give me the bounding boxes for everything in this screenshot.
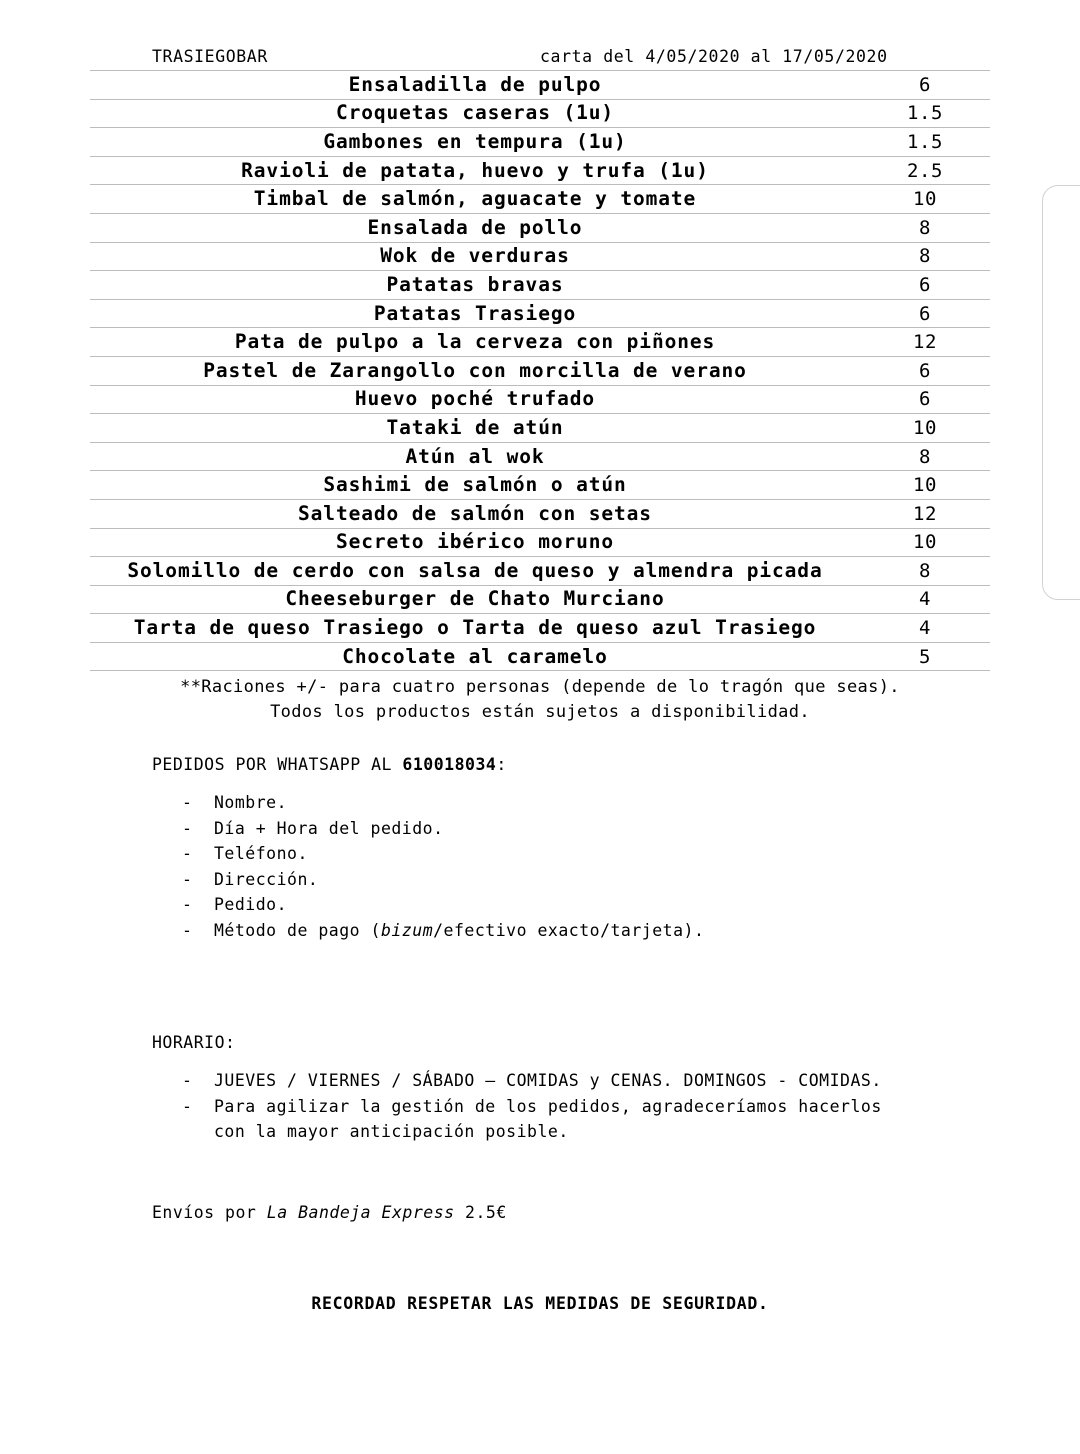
menu-item-name: Ensalada de pollo	[90, 213, 860, 242]
menu-item-name: Solomillo de cerdo con salsa de queso y almendra picada	[90, 557, 860, 586]
menu-row	[90, 442, 990, 471]
menu-item-price: 8	[860, 213, 990, 242]
document-header	[0, 0, 1080, 70]
menu-item-price: 10	[860, 414, 990, 443]
menu-item-name: Sashimi de salmón o atún	[90, 471, 860, 500]
menu-item-name: Huevo poché trufado	[90, 385, 860, 414]
menu-item-name: Secreto ibérico moruno	[90, 528, 860, 557]
menu-row	[90, 299, 990, 328]
menu-row	[90, 99, 990, 128]
list-item-text: Dirección.	[214, 869, 319, 889]
menu-item-price: 6	[860, 71, 990, 100]
menu-item-name: Ensaladilla de pulpo	[90, 71, 860, 100]
whatsapp-phone-number: 610018034	[402, 755, 497, 775]
bullet-dash: -	[182, 793, 193, 813]
menu-item-name: Wok de verduras	[90, 242, 860, 271]
schedule-heading: HORARIO:	[152, 1033, 236, 1053]
orders-heading	[152, 755, 1080, 774]
menu-item-price: 6	[860, 356, 990, 385]
menu-item-price: 8	[860, 242, 990, 271]
list-item-text: Para agilizar la gestión de los pedidos, agradeceríamos hacerlos	[214, 1096, 882, 1116]
orders-section	[152, 755, 1080, 943]
menu-row	[90, 242, 990, 271]
menu-item-price: 10	[860, 471, 990, 500]
menu-row	[90, 356, 990, 385]
orders-list	[152, 790, 1080, 943]
menu-item-price: 10	[860, 185, 990, 214]
shipping-prefix: Envíos por	[152, 1202, 267, 1222]
schedule-list	[152, 1068, 1080, 1145]
menu-item-price: 6	[860, 299, 990, 328]
menu-notes	[0, 675, 1080, 725]
menu-row	[90, 271, 990, 300]
list-item-text: Método de pago (	[214, 920, 381, 940]
list-item	[152, 892, 1080, 918]
menu-row	[90, 557, 990, 586]
bullet-dash: -	[182, 818, 193, 838]
bullet-dash: -	[182, 1096, 193, 1116]
orders-heading-suffix: :	[496, 755, 507, 775]
menu-item-price: 10	[860, 528, 990, 557]
menu-item-name: Tarta de queso Trasiego o Tarta de queso azul Trasiego	[90, 614, 860, 643]
menu-row	[90, 213, 990, 242]
list-item-text: Nombre.	[214, 793, 288, 813]
menu-item-price: 12	[860, 328, 990, 357]
list-item-text-continued: con la mayor anticipación posible.	[214, 1122, 569, 1142]
delivery-provider-name: La Bandeja Express	[266, 1202, 455, 1222]
payment-method-emphasis: bizum	[380, 920, 434, 940]
list-item-text: JUEVES / VIERNES / SÁBADO – COMIDAS y CENAS. DOMINGOS - COMIDAS.	[214, 1071, 882, 1091]
menu-row	[90, 614, 990, 643]
menu-note: Todos los productos están sujetos a disponibilidad.	[270, 702, 810, 723]
shipping-info	[152, 1203, 1080, 1222]
safety-note: RECORDAD RESPETAR LAS MEDIDAS DE SEGURIDAD.	[311, 1293, 769, 1313]
schedule-section	[152, 1033, 1080, 1145]
menu-item-name: Croquetas caseras (1u)	[90, 99, 860, 128]
menu-item-name: Gambones en tempura (1u)	[90, 128, 860, 157]
menu-item-price: 2.5	[860, 156, 990, 185]
bullet-dash: -	[182, 869, 193, 889]
menu-row	[90, 499, 990, 528]
orders-heading-prefix: PEDIDOS POR WHATSAPP AL	[152, 755, 403, 775]
menu-row	[90, 156, 990, 185]
menu-row	[90, 185, 990, 214]
menu-item-price: 5	[860, 642, 990, 671]
bullet-dash: -	[182, 895, 193, 915]
list-item-text: Día + Hora del pedido.	[214, 818, 444, 838]
menu-item-price: 8	[860, 557, 990, 586]
menu-item-price: 8	[860, 442, 990, 471]
menu-item-price: 1.5	[860, 99, 990, 128]
menu-row	[90, 71, 990, 100]
menu-item-name: Atún al wok	[90, 442, 860, 471]
menu-item-name: Patatas bravas	[90, 271, 860, 300]
menu-row	[90, 642, 990, 671]
list-item	[152, 918, 1080, 944]
menu-row	[90, 471, 990, 500]
menu-row	[90, 585, 990, 614]
bullet-dash: -	[182, 920, 193, 940]
menu-table-body	[90, 71, 990, 671]
menu-note: **Raciones +/- para cuatro personas (depende de lo tragón que seas).	[180, 677, 900, 698]
bullet-dash: -	[182, 1071, 193, 1091]
menu-item-price: 4	[860, 614, 990, 643]
bullet-dash: -	[182, 844, 193, 864]
list-item-text: Pedido.	[214, 895, 288, 915]
menu-item-price: 4	[860, 585, 990, 614]
menu-table	[90, 70, 990, 671]
menu-item-name: Chocolate al caramelo	[90, 642, 860, 671]
menu-item-price: 6	[860, 271, 990, 300]
menu-row	[90, 385, 990, 414]
list-item	[152, 867, 1080, 893]
menu-item-name: Tataki de atún	[90, 414, 860, 443]
list-item-text-tail: /efectivo exacto/tarjeta).	[433, 920, 705, 940]
list-item	[152, 1068, 1080, 1094]
menu-item-name: Ravioli de patata, huevo y trufa (1u)	[90, 156, 860, 185]
menu-row	[90, 414, 990, 443]
list-item	[152, 790, 1080, 816]
list-item	[152, 841, 1080, 867]
list-item	[152, 1094, 1080, 1145]
menu-item-price: 1.5	[860, 128, 990, 157]
menu-item-name: Pata de pulpo a la cerveza con piñones	[90, 328, 860, 357]
list-item	[152, 816, 1080, 842]
menu-item-name: Pastel de Zarangollo con morcilla de verano	[90, 356, 860, 385]
menu-item-price: 12	[860, 499, 990, 528]
section-spacer	[0, 943, 1080, 1003]
menu-row	[90, 328, 990, 357]
menu-item-price: 6	[860, 385, 990, 414]
menu-item-name: Timbal de salmón, aguacate y tomate	[90, 185, 860, 214]
shipping-price: 2.5€	[454, 1202, 507, 1222]
menu-row	[90, 528, 990, 557]
menu-item-name: Cheeseburger de Chato Murciano	[90, 585, 860, 614]
restaurant-name: TRASIEGOBAR	[152, 47, 268, 66]
menu-item-name: Salteado de salmón con setas	[90, 499, 860, 528]
menu-date-range: carta del 4/05/2020 al 17/05/2020	[540, 47, 888, 66]
menu-row	[90, 128, 990, 157]
list-item-text: Teléfono.	[214, 844, 308, 864]
menu-item-name: Patatas Trasiego	[90, 299, 860, 328]
